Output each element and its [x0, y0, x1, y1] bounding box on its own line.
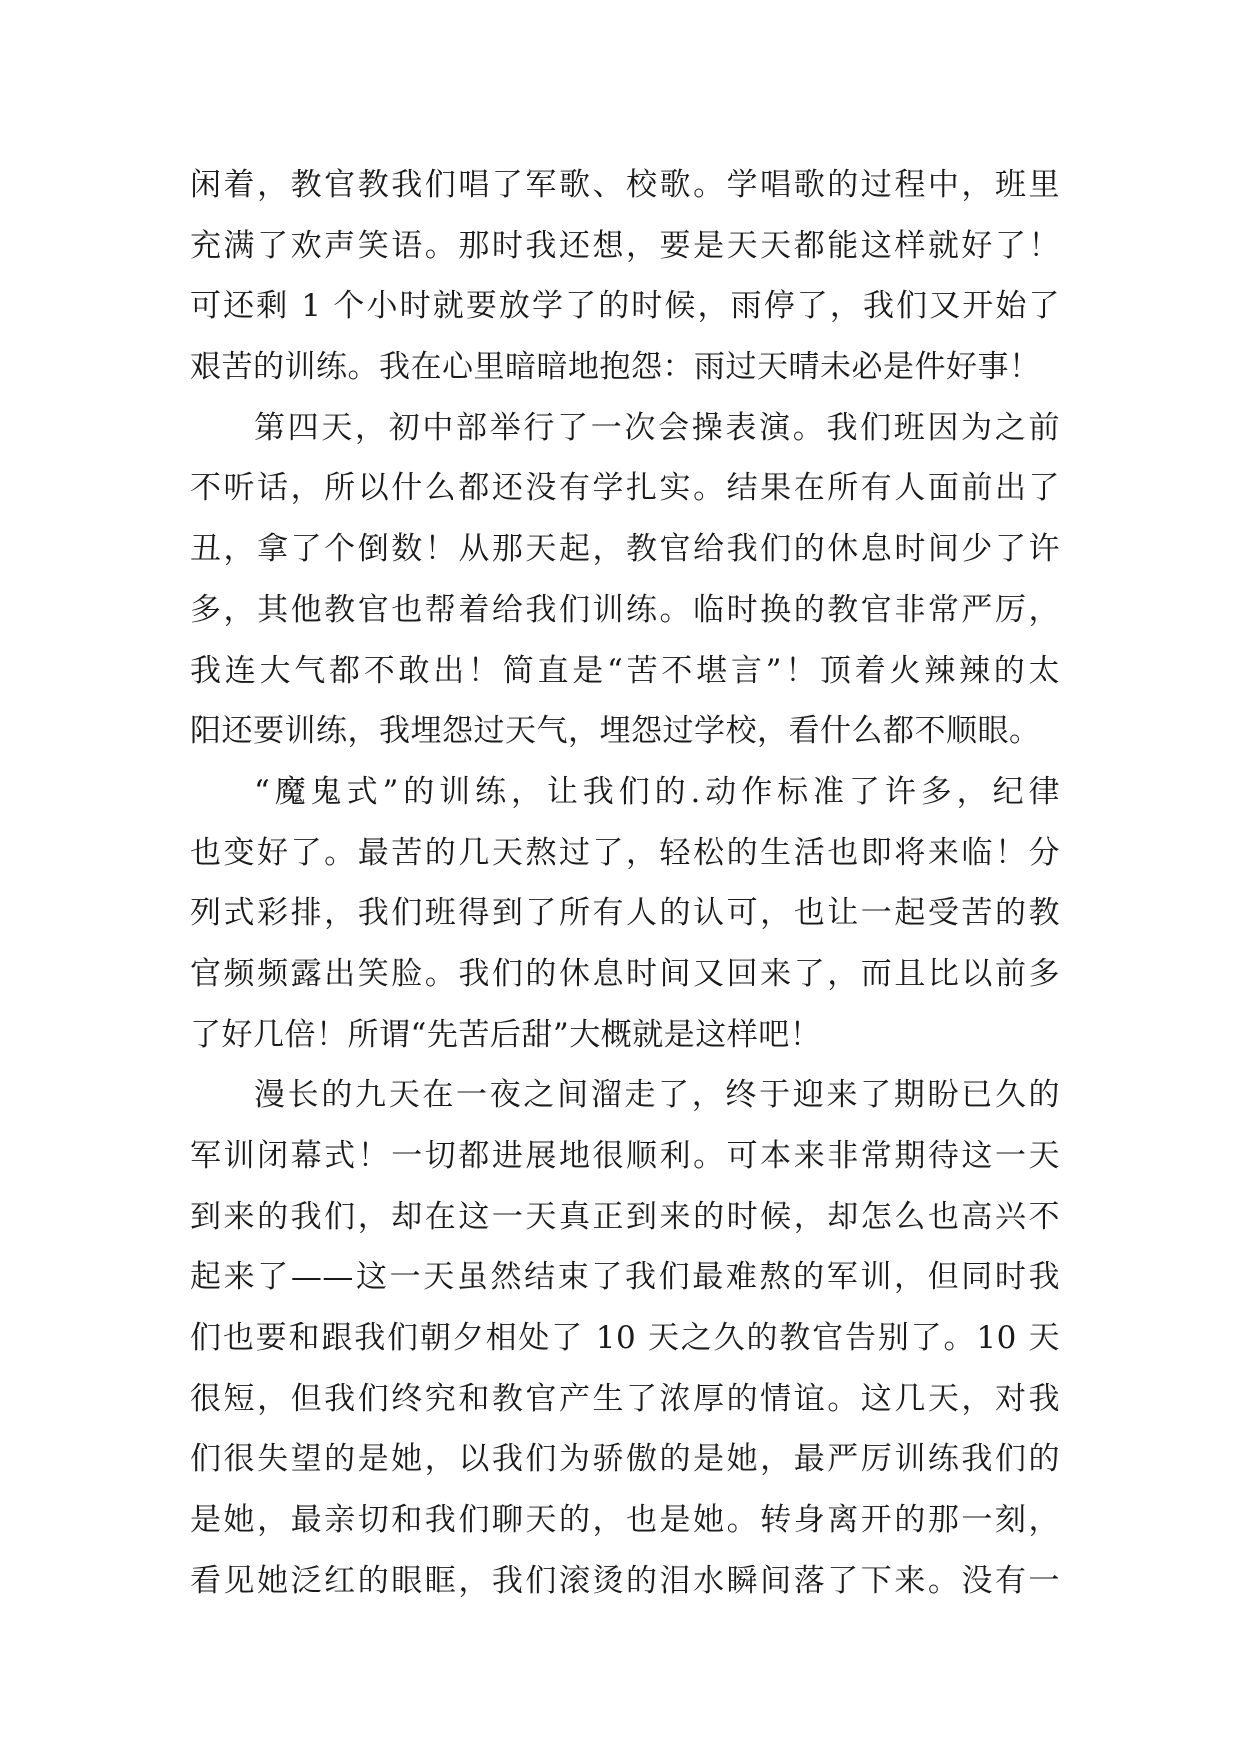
- text-line: 丑，拿了个倒数！从那天起，教官给我们的休息时间少了许: [190, 531, 1060, 568]
- body-text: [190, 155, 1060, 1612]
- text-line: 第四天，初中部举行了一次会操表演。我们班因为之前: [254, 409, 1060, 446]
- text-line: 们也要和跟我们朝夕相处了 10 天之久的教官告别了。10 天: [190, 1320, 1060, 1357]
- text-line: 也变好了。最苦的几天熬过了，轻松的生活也即将来临！分: [190, 834, 1060, 871]
- text-line: 不听话，所以什么都还没有学扎实。结果在所有人面前出了: [190, 470, 1060, 507]
- text-line: 是她，最亲切和我们聊天的，也是她。转身离开的那一刻，: [190, 1502, 1060, 1539]
- text-line: 充满了欢声笑语。那时我还想，要是天天都能这样就好了！: [190, 227, 1060, 264]
- text-line: 列式彩排，我们班得到了所有人的认可，也让一起受苦的教: [190, 895, 1060, 932]
- text-line: 艰苦的训练。我在心里暗暗地抱怨：雨过天晴未必是件好事！: [190, 349, 1041, 386]
- text-line: 闲着，教官教我们唱了军歌、校歌。学唱歌的过程中，班里: [190, 167, 1060, 203]
- text-line: 可还剩 1 个小时就要放学了的时候，雨停了，我们又开始了: [190, 288, 1060, 325]
- text-line: 们很失望的是她，以我们为骄傲的是她，最严厉训练我们的: [190, 1441, 1060, 1478]
- text-line: “魔鬼式”的训练，让我们的.动作标准了许多，纪律: [254, 773, 1060, 810]
- text-line: 看见她泛红的眼眶，我们滚烫的泪水瞬间落了下来。没有一: [190, 1562, 1060, 1599]
- text-line: 军训闭幕式！一切都进展地很顺利。可本来非常期待这一天: [190, 1138, 1060, 1174]
- text-line: 官频频露出笑脸。我们的休息时间又回来了，而且比以前多: [190, 955, 1060, 992]
- text-line: 到来的我们，却在这一天真正到来的时候，却怎么也高兴不: [190, 1198, 1060, 1235]
- text-line: 了好几倍！所谓“先苦后甜”大概就是这样吧！: [190, 1016, 822, 1053]
- text-line: 漫长的九天在一夜之间溜走了，终于迎来了期盼已久的: [254, 1077, 1060, 1114]
- text-line: 我连大气都不敢出！简直是“苦不堪言”！顶着火辣辣的太: [190, 652, 1060, 689]
- text-line: 很短，但我们终究和教官产生了浓厚的情谊。这几天，对我: [190, 1380, 1060, 1417]
- text-line: 起来了——这一天虽然结束了我们最难熬的军训，但同时我: [190, 1259, 1060, 1296]
- text-line: 多，其他教官也帮着给我们训练。临时换的教官非常严厉，: [190, 591, 1060, 628]
- text-line: 阳还要训练，我埋怨过天气，埋怨过学校，看什么都不顺眼。: [190, 713, 1041, 750]
